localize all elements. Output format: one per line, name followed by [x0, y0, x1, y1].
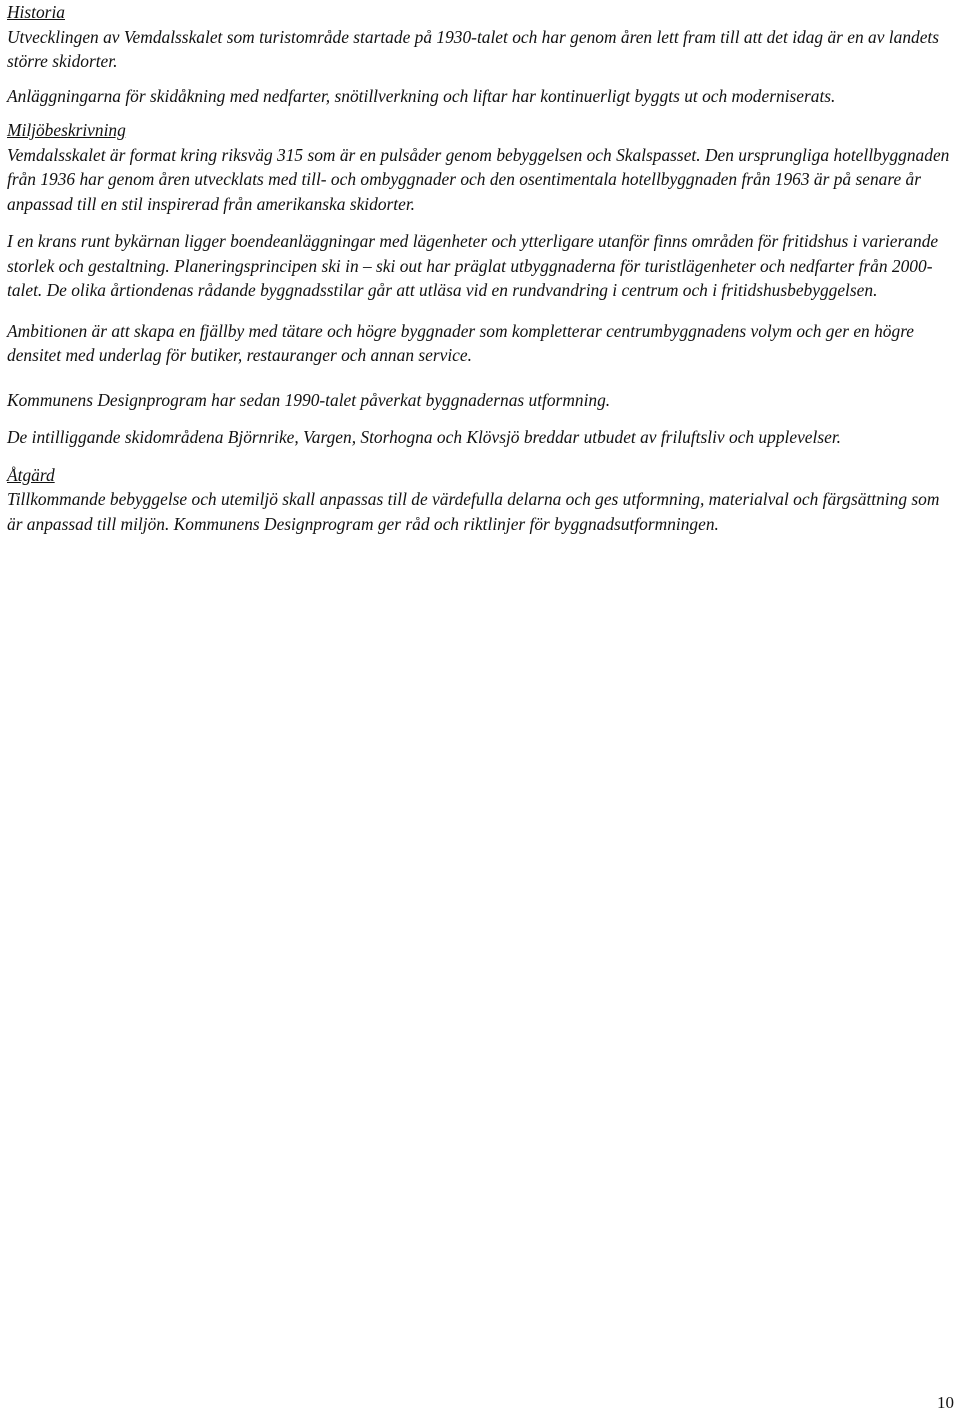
atgard-paragraph-1: Tillkommande bebyggelse och utemiljö skall anpassas till de värdefulla delarna och ges utformning, materialval och färgsättning som är anpassad till miljön. Kommunens Designprogram ger råd och riktlinjer för byggnadsutformningen. [7, 489, 940, 534]
historia-paragraph-2: Anläggningarna för skidåkning med nedfarter, snötillverkning och liftar har kontinuerligt byggts ut och moderniserats. [7, 85, 836, 106]
section-heading-atgard: Åtgärd [7, 464, 55, 485]
miljobeskrivning-paragraph-3: Ambitionen är att skapa en fjällby med tätare och högre byggnader som kompletterar centrumbyggnadens volym och ger en högre densitet med underlag för butiker, restauranger och annan service. [7, 320, 915, 365]
page-number: 10 [937, 1393, 954, 1412]
miljobeskrivning-paragraph-1: Vemdalsskalet är format kring riksväg 315 som är en pulsåder genom bebyggelsen och Skalspasset. Den ursprungliga hotellbyggnaden från 1936 har genom åren utvecklats med till- och ombyggnader och den osentimentala hotellbyggnaden från 1963 är på senare år anpassad till en stil inspirerad från amerikanska skidorter. [7, 144, 950, 214]
miljobeskrivning-paragraph-4: Kommunens Designprogram har sedan 1990-talet påverkat byggnadernas utformning. [7, 389, 611, 410]
miljobeskrivning-paragraph-5: De intilliggande skidområdena Björnrike, Vargen, Storhogna och Klövsjö breddar utbudet av friluftsliv och upplevelser. [7, 427, 842, 447]
section-heading-miljobeskrivning: Miljöbeskrivning [7, 120, 126, 140]
document-page [7, 0, 952, 536]
section-heading-historia: Historia [7, 2, 65, 22]
historia-paragraph-1: Utvecklingen av Vemdalsskalet som turistområde startade på 1930-talet och har genom åren lett fram till att det idag är en av landets större skidorter. [7, 26, 940, 71]
miljobeskrivning-paragraph-2: I en krans runt bykärnan ligger boendeanläggningar med lägenheter och ytterligare utanför finns områden för fritidshus i varierande storlek och gestaltning. Planeringsprincipen ski in – ski out har präglat utbyggnaderna för turistlägenheter och nedfarter från 2000-talet. De olika årtiondenas rådande byggnadsstilar går att utläsa vid en rundvandring i centrum och i fritidshusbebyggelsen. [7, 231, 939, 300]
